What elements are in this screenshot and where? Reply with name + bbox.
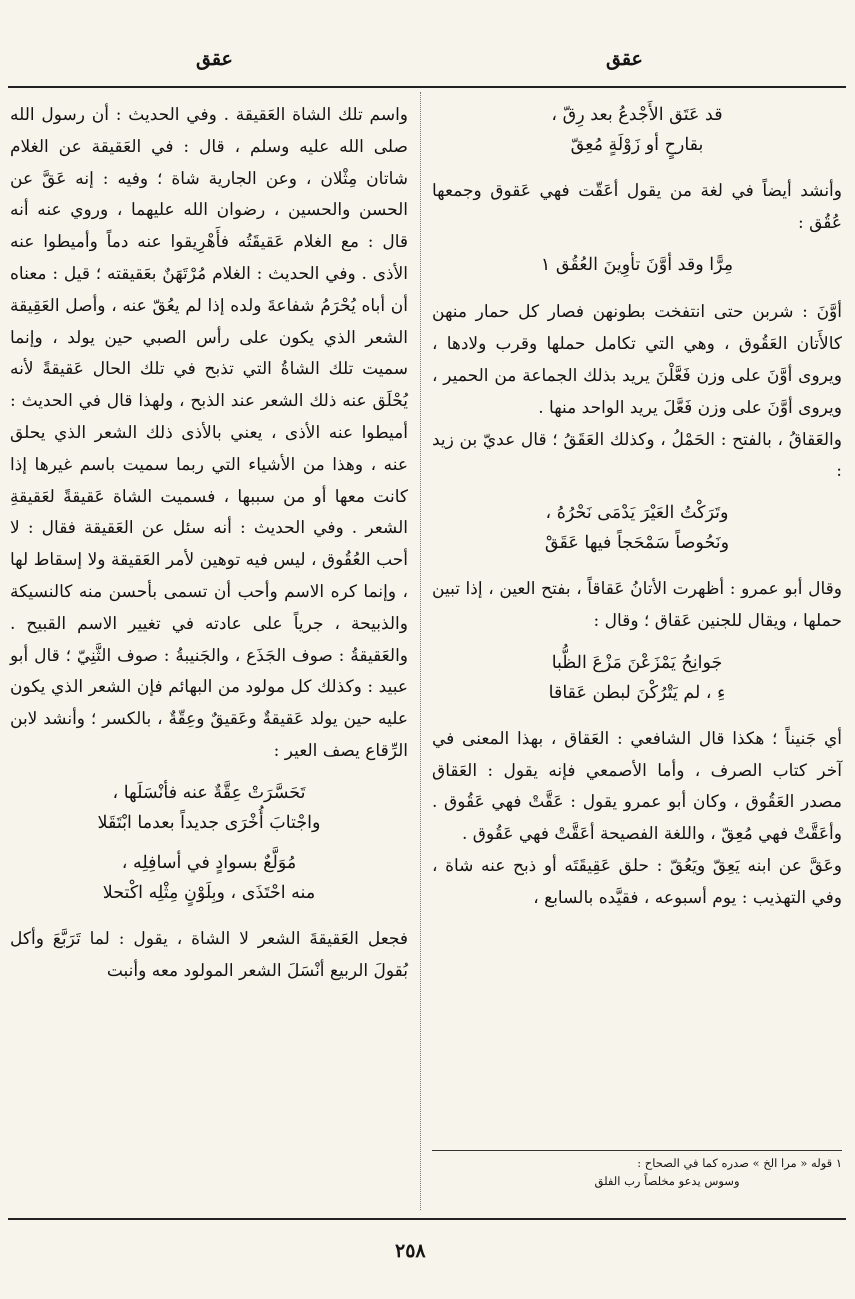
paragraph: وقال أبو عمرو : أظهرت الأتانُ عَقاقاً ، بفتح العين ، إذا تبين حملها ، ويقال للجنين عَقاق ؛ وقال : — [432, 579, 842, 631]
verse-line: واجْتابَ أُخْرَى جديداً بعدما ابْتَقَلا — [97, 812, 321, 833]
verse-line: قد عَتَق الأَجْدعُ بعد رِقّ ، — [551, 105, 723, 125]
verse-line: جَوانِحُ يَمْزَعْنَ مَزْعَ الظُّبا — [551, 652, 723, 673]
page-number: ٢٥٨ — [395, 1240, 426, 1262]
footnote-rule — [432, 1150, 842, 1151]
right-column — [432, 100, 842, 915]
verse-line: مُوَلَّعٌ بسوادٍ في أسافِلِه ، — [121, 852, 297, 873]
left-column — [10, 100, 408, 987]
paragraph: أوَّنَ : شربن حتى انتفخت بطونهن فصار كل حمار منهن كالأَتان العَقُوق ، وهي التي تكامل حملها وقرب ولادها ، ويروى أوَّنَ على وزن فَعَّلْنَ يريد بذلك الجماعة من الحمير ، ويروى أوَّنَ على وزن فَعَّلَ يريد الواحد منها . — [432, 302, 842, 418]
verse-line: مِرًّا وقد أوَّنَ تأوِينَ العُقُق ١ — [540, 254, 734, 275]
footnote — [432, 1154, 842, 1190]
header-keyword-right: عقق — [606, 48, 643, 70]
verse-line: وتَرَكْتُ العَيْرَ يَدْمَى نَحْرُهُ ، — [545, 503, 729, 524]
paragraph: وعَقَّ عن ابنه يَعِقّ ويَعُقّ : حلق عَقِيقَتَه أو ذبح عنه شاة ، وفي التهذيب : يوم أسبوعه ، فقيَّده بالسابع ، — [432, 855, 842, 908]
paragraph: وأنشد أيضاً في لغة من يقول أعَقّت فهي عَقوق وجمعها عُقُق : — [432, 181, 842, 233]
verse-block — [10, 848, 408, 908]
verse-block — [432, 100, 842, 160]
footnote-text: ١ قوله « مرا الخ » صدره كما في الصحاح : — [637, 1156, 842, 1170]
footnote-verse: وسوس يدعو مخلصاً رب الفلق — [594, 1174, 740, 1188]
paragraph: والعَقاقُ ، بالفتح : الحَمْلُ ، وكذلك العَقَقُ ؛ قال عديّ بن زيد : — [432, 429, 842, 482]
verse-block — [10, 778, 408, 838]
verse-block — [432, 648, 842, 708]
paragraph: فجعل العَقيقةَ الشعر لا الشاة ، يقول : لما تَرَبَّعَ وأكل بُقولَ الربيع أنْسَلَ الشعر المولود معه وأنبت — [10, 928, 408, 981]
header-keyword-left: عقق — [196, 48, 233, 70]
verse-line: بقارحٍ أو زَوْلَةٍ مُعِقّ — [570, 135, 704, 155]
paragraph: واسم تلك الشاة العَقيقة . وفي الحديث : أن رسول الله صلى الله عليه وسلم ، قال : في العَقيقة عن الغلام شاتان مِثْلان ، وعن الجارية شاة ؛ وفيه : إنه عَقَّ عن الحسن والحسين ، رضوان الله عليهما ، وروي عنه أنه قال : مع الغلام عَقيقَتُه فأَهْرِيقوا عنه دماً وأميطوا عنه الأذى . وفي الحديث : الغلام مُرْتَهَنٌ بعَقيقته ؛ قيل : معناه أن أباه يُحْرَمُ شفاعةَ ولده إذا لم يعُقّ عنه ، وأصل العَقِيقة الشعر الذي يكون على رأس الصبي حين يولد ، وإنما سميت تلك الشاةُ التي تذبح في تلك الحال عَقيقةً لأنه يُحْلَق عنه ذلك الشعر عند الذبح ، ولهذا قال في الحديث : أميطوا عنه الأذى ، يعني بالأذى ذلك الشعر الذي يحلق عنه ، وهذا من الأشياء التي ربما سميت باسم غيرها إذا كانت معها أو من سببها ، فسميت الشاة عَقيقةً لعَقيقةِ الشعر . وفي الحديث : أنه سئل عن العَقيقة فقال : لا أحب العُقُوق ، ليس فيه توهين لأمر العَقيقة ولا إسقاط لها ، وإنما كره الاسم وأحب أن تسمى بأحسن منه كالنسيكة والذبيحة ، جرياً على عادته في تغيير الاسم القبيح . والعَقيقةُ : صوف الجَذَع ، والجَنيبةُ : صوف الثَّنِيّ ؛ قال أبو عبيد : وكذلك كل مولود من البهائم فإن الشعر الذي يكون عليه حين يولد عَقيقةٌ وعَقيقٌ وعِقّةٌ ، بالكسر ؛ وأنشد لابن الرِّقاع يصف العير : — [10, 105, 408, 761]
bottom-rule — [8, 1218, 846, 1220]
verse-block — [432, 498, 842, 558]
paragraph: أي جَنيناً ؛ هكذا قال الشافعي : العَقاق ، بهذا المعنى في آخر كتاب الصرف ، وأما الأصمعي فإنه يقول : العَقاق مصدر العَقُوق ، وكان أبو عمرو يقول : عَقَّتْ فهي عَقُوق . وأعَقَّتْ فهي مُعِقّ ، واللغة الفصيحة أعَقَّتْ فهي عَقُوق . — [432, 728, 842, 845]
verse-line: منه احْتَذَى ، وبِلَوْنٍ مِثْلِه اكْتحلا — [102, 882, 316, 903]
verse-line: ونَحُوصاً سَمْحَجاً فيها عَقَقْ — [544, 533, 730, 554]
column-divider — [420, 92, 421, 1210]
verse-line: تَحَسَّرَتْ عِقَّةٌ عنه فأنْسَلَها ، — [112, 782, 306, 803]
verse-line: ءِ ، لم يَتْرُكْنَ لبطن عَقاقا — [548, 682, 726, 703]
top-rule — [8, 86, 846, 88]
